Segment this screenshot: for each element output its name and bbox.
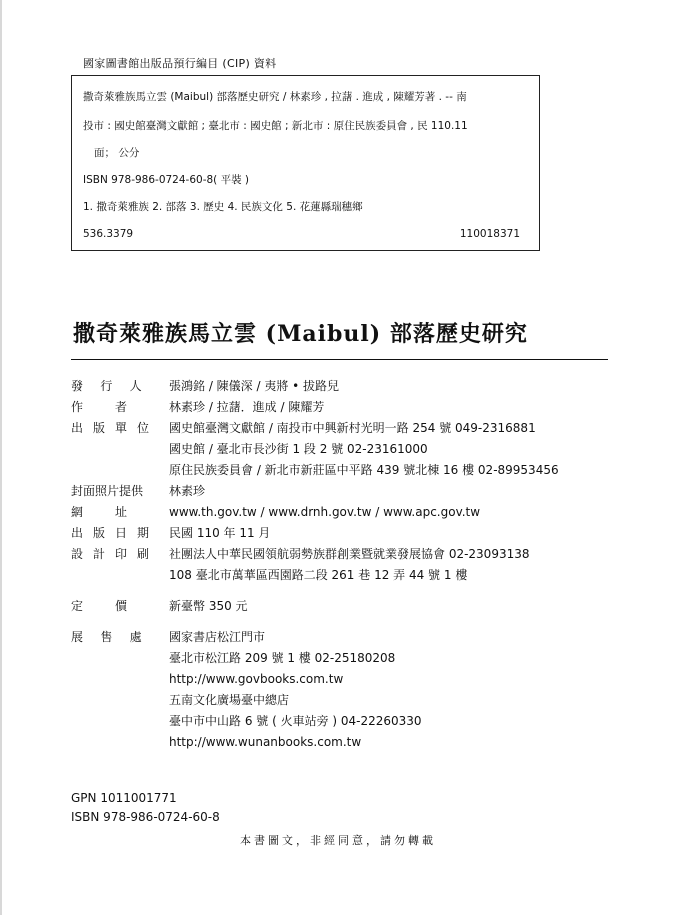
info-row-author <box>71 397 631 418</box>
label-char: 行 <box>100 379 113 393</box>
info-row-price <box>71 596 631 617</box>
photo-value: 林素珍 <box>169 484 206 498</box>
label-char: 印 <box>115 547 128 561</box>
spacer <box>71 586 631 596</box>
label-char: 單 <box>115 421 128 435</box>
label-char: 計 <box>93 547 106 561</box>
design-line: 108 臺北市萬華區西園路二段 261 巷 12 弄 44 號 1 樓 <box>169 568 468 582</box>
label-price <box>71 596 169 617</box>
sales-line: http://www.govbooks.com.tw <box>169 672 344 686</box>
page-edge <box>0 0 2 915</box>
org-line: 國史館臺灣文獻館 / 南投市中興新村光明一路 254 號 049-2316881 <box>169 421 536 435</box>
label-char: 期 <box>137 526 150 540</box>
publisher-value: 張鴻銘 / 陳儀深 / 夷將 • 拔路兒 <box>169 379 340 393</box>
label-date <box>71 523 169 544</box>
label-char: 版 <box>93 526 106 540</box>
org-values <box>169 418 559 481</box>
website-value: www.th.gov.tw / www.drnh.gov.tw / www.apc.gov.tw <box>169 505 481 519</box>
org-line: 國史館 / 臺北市長沙街 1 段 2 號 02-23161000 <box>169 442 428 456</box>
sales-line: http://www.wunanbooks.com.tw <box>169 735 362 749</box>
cip-subjects-line: 1. 撒奇萊雅族 2. 部落 3. 歷史 4. 民族文化 5. 花蓮縣瑞穗鄉 <box>83 201 363 213</box>
design-values <box>169 544 530 586</box>
cip-line-3: 面； 公分 <box>94 147 140 159</box>
info-row-design <box>71 544 631 586</box>
info-row-org <box>71 418 631 481</box>
label-char: 售 <box>100 630 113 644</box>
publication-info <box>71 376 631 753</box>
spacer <box>71 617 631 627</box>
label-char: 發 <box>71 379 84 393</box>
label-char: 出 <box>71 421 84 435</box>
gpn-number: GPN 1011001771 <box>71 791 177 805</box>
date-value: 民國 110 年 11 月 <box>169 526 271 540</box>
title-divider <box>71 359 608 360</box>
label-char: 出 <box>71 526 84 540</box>
label-photo <box>71 481 169 502</box>
label-char: 址 <box>115 505 128 519</box>
cip-line-1: 撒奇萊雅族馬立雲 (Maibul) 部落歷史研究 / 林素珍 , 拉藷 . 進成 , 陳耀芳著 . -- 南 <box>83 91 467 103</box>
label-char: 處 <box>129 630 142 644</box>
design-line: 社團法人中華民國領航弱勢族群創業暨就業發展協會 02-23093138 <box>169 547 530 561</box>
label-char: 價 <box>115 599 128 613</box>
info-row-photo <box>71 481 631 502</box>
cip-record-box <box>71 75 540 251</box>
label-org <box>71 418 169 439</box>
label-char: 版 <box>93 421 106 435</box>
price-value: 新臺幣 350 元 <box>169 599 248 613</box>
identifiers <box>71 789 220 827</box>
label-char: 作 <box>71 400 84 414</box>
label-char: 日 <box>115 526 128 540</box>
cip-line-2: 投市 : 國史館臺灣文獻館 ; 臺北市 : 國史館 ; 新北市 : 原住民族委員會 , 民 110.11 <box>83 120 468 132</box>
label-char: 者 <box>115 400 128 414</box>
label-char: 位 <box>137 421 150 435</box>
org-line: 原住民族委員會 / 新北市新莊區中平路 439 號北棟 16 樓 02-89953456 <box>169 463 559 477</box>
label-char: 定 <box>71 599 84 613</box>
info-row-sales <box>71 627 631 753</box>
cip-isbn-line: ISBN 978-986-0724-60-8( 平裝 ) <box>83 174 250 186</box>
sales-line: 臺北市松江路 209 號 1 樓 02-25180208 <box>169 651 396 665</box>
label-publisher <box>71 376 169 397</box>
copyright-notice: 本書圖文，非經同意，請勿轉載 <box>240 834 436 847</box>
label-char: 網 <box>71 505 84 519</box>
isbn-number: ISBN 978-986-0724-60-8 <box>71 810 220 824</box>
sales-line: 國家書店松江門市 <box>169 630 266 644</box>
label-text: 封面照片提供 <box>71 484 144 498</box>
label-char: 人 <box>129 379 142 393</box>
label-char: 展 <box>71 630 84 644</box>
cip-classification: 536.3379 <box>83 228 134 240</box>
cip-heading: 國家圖書館出版品預行編目 (CIP) 資料 <box>83 57 277 70</box>
label-char: 設 <box>71 547 84 561</box>
cip-record-number: 110018371 <box>459 228 520 240</box>
sales-line: 臺中市中山路 6 號 ( 火車站旁 ) 04-22260330 <box>169 714 422 728</box>
book-title: 撒奇萊雅族馬立雲 (Maibul) 部落歷史研究 <box>73 321 528 347</box>
sales-line: 五南文化廣場臺中總店 <box>169 693 290 707</box>
label-sales <box>71 627 169 648</box>
info-row-website <box>71 502 631 523</box>
label-author <box>71 397 169 418</box>
info-row-publisher <box>71 376 631 397</box>
label-char: 刷 <box>137 547 150 561</box>
label-design <box>71 544 169 565</box>
sales-values <box>169 627 422 753</box>
author-value: 林素珍 / 拉藷．進成 / 陳耀芳 <box>169 400 325 414</box>
info-row-date <box>71 523 631 544</box>
label-website <box>71 502 169 523</box>
